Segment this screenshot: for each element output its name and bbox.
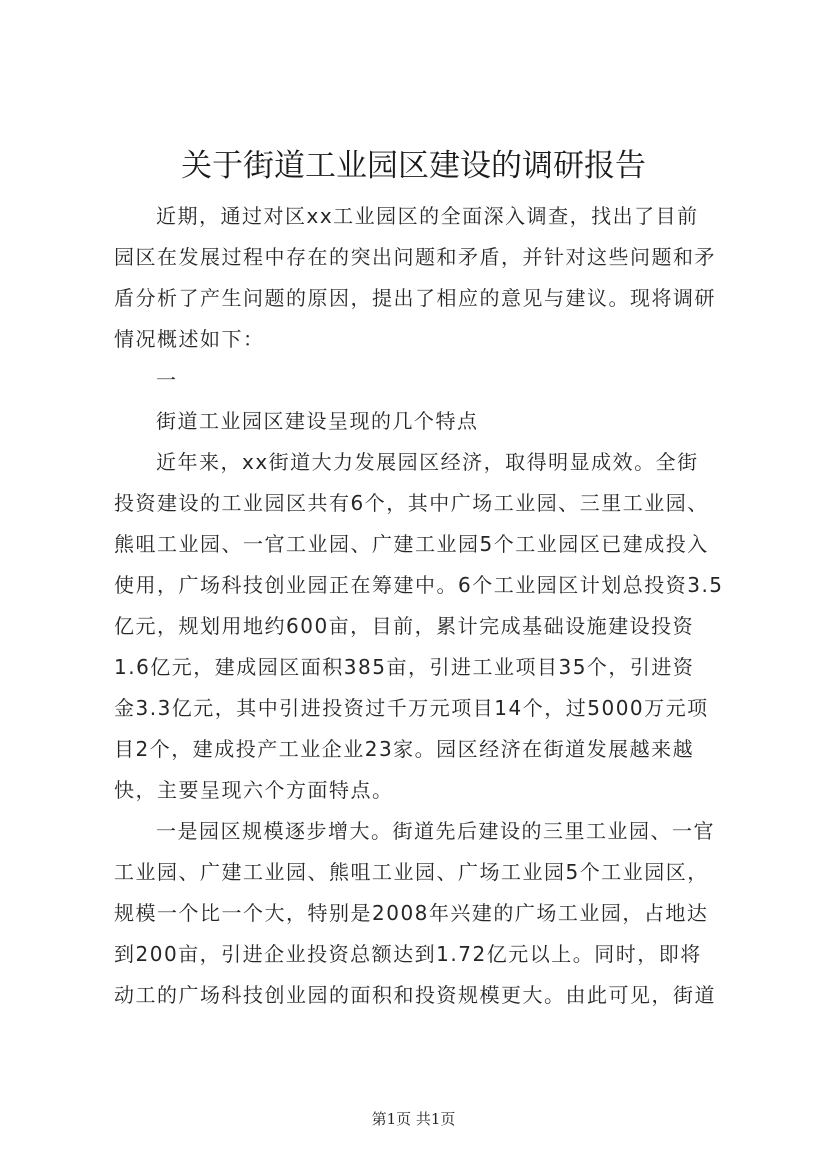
paragraph-intro xyxy=(114,196,746,360)
document-title: 关于街道工业园区建设的调研报告 xyxy=(181,148,646,184)
text-line: 投资建设的工业园区共有6个，其中广场工业园、三里工业园、 xyxy=(114,491,709,515)
page-footer: 第1页 共1页 xyxy=(371,1110,456,1128)
text-line: 熊咀工业园、一官工业园、广建工业园5个工业园区已建成投入 xyxy=(114,532,709,556)
section-number xyxy=(114,360,746,401)
text-line: 亿元，规划用地约600亩，目前，累计完成基础设施建设投资 xyxy=(114,614,695,638)
section-heading-text: 街道工业园区建设呈现的几个特点 xyxy=(156,409,479,433)
section-heading xyxy=(114,401,746,442)
paragraph-overview xyxy=(114,442,746,811)
text-line: 一是园区规模逐步增大。街道先后建设的三里工业园、一官 xyxy=(156,819,715,843)
text-line: 目2个，建成投产工业企业23家。园区经济在街道发展越来越 xyxy=(114,737,695,761)
text-line: 近期，通过对区xx工业园区的全面深入调查，找出了目前 xyxy=(156,204,699,228)
text-line: 金3.3亿元，其中引进投资过千万元项目14个，过5000万元项 xyxy=(114,696,709,720)
section-number-text: 一 xyxy=(156,368,178,392)
text-line: 园区在发展过程中存在的突出问题和矛盾，并针对这些问题和矛 xyxy=(114,245,716,269)
paragraph-point-one xyxy=(114,811,746,1016)
text-line: 工业园、广建工业园、熊咀工业园、广场工业园5个工业园区， xyxy=(114,860,709,884)
text-line: 情况概述如下： xyxy=(114,327,265,351)
text-line: 近年来，xx街道大力发展园区经济，取得明显成效。全街 xyxy=(156,450,699,474)
text-line: 动工的广场科技创业园的面积和投资规模更大。由此可见，街道 xyxy=(114,983,716,1007)
text-line: 到200亩，引进企业投资总额达到1.72亿元以上。同时，即将 xyxy=(114,942,702,966)
document-body xyxy=(114,196,746,1016)
text-line: 使用，广场科技创业园正在筹建中。6个工业园区计划总投资3.5 xyxy=(114,573,724,597)
text-line: 快，主要呈现六个方面特点。 xyxy=(114,778,394,802)
text-line: 1.6亿元，建成园区面积385亩，引进工业项目35个，引进资 xyxy=(114,655,695,679)
text-line: 盾分析了产生问题的原因，提出了相应的意见与建议。现将调研 xyxy=(114,286,716,310)
text-line: 规模一个比一个大，特别是2008年兴建的广场工业园，占地达 xyxy=(114,901,709,925)
